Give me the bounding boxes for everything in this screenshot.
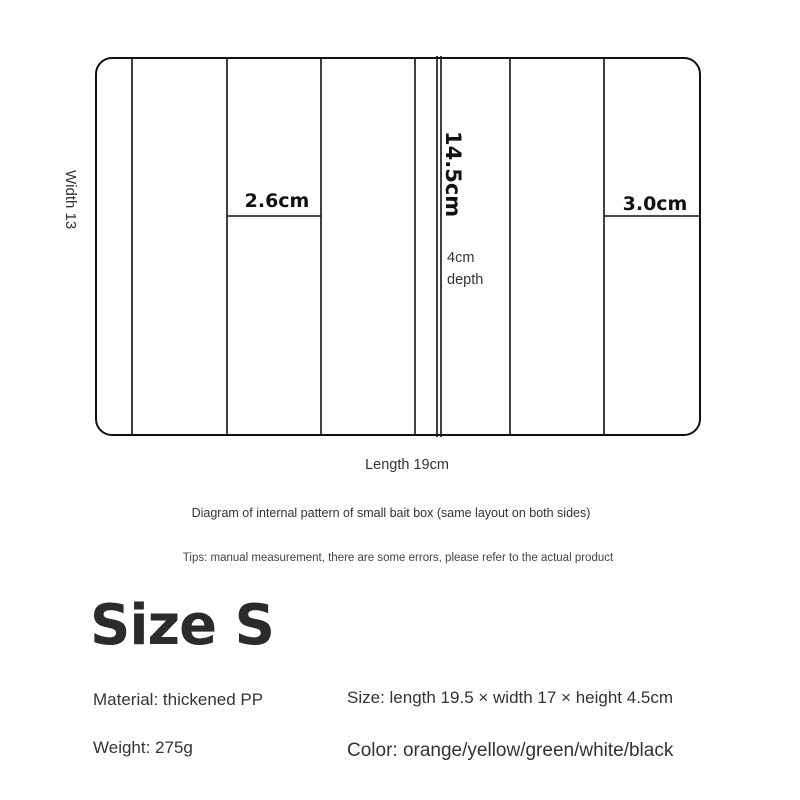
height-label: 14.5cm — [441, 131, 465, 218]
box-outline — [96, 58, 700, 435]
diagram-caption: Diagram of internal pattern of small bait box (same layout on both sides) — [191, 506, 591, 520]
length-label: Length 19cm — [365, 457, 449, 473]
spec-color: Color: orange/yellow/green/white/black — [347, 740, 674, 761]
depth-label-line2: depth — [447, 272, 484, 288]
compartment-large-label: 3.0cm — [622, 193, 688, 215]
width-label: Width 13 — [62, 170, 79, 230]
compartment-small-label: 2.6cm — [244, 190, 310, 212]
spec-material: Material: thickened PP — [93, 690, 264, 709]
spec-weight: Weight: 275g — [93, 738, 193, 757]
page-title: Size S — [90, 593, 274, 658]
tips-note: Tips: manual measurement, there are some errors, please refer to the actual product — [182, 552, 614, 564]
spec-size: Size: length 19.5 × width 17 × height 4.5cm — [347, 688, 674, 707]
depth-label-line1: 4cm — [447, 250, 475, 266]
